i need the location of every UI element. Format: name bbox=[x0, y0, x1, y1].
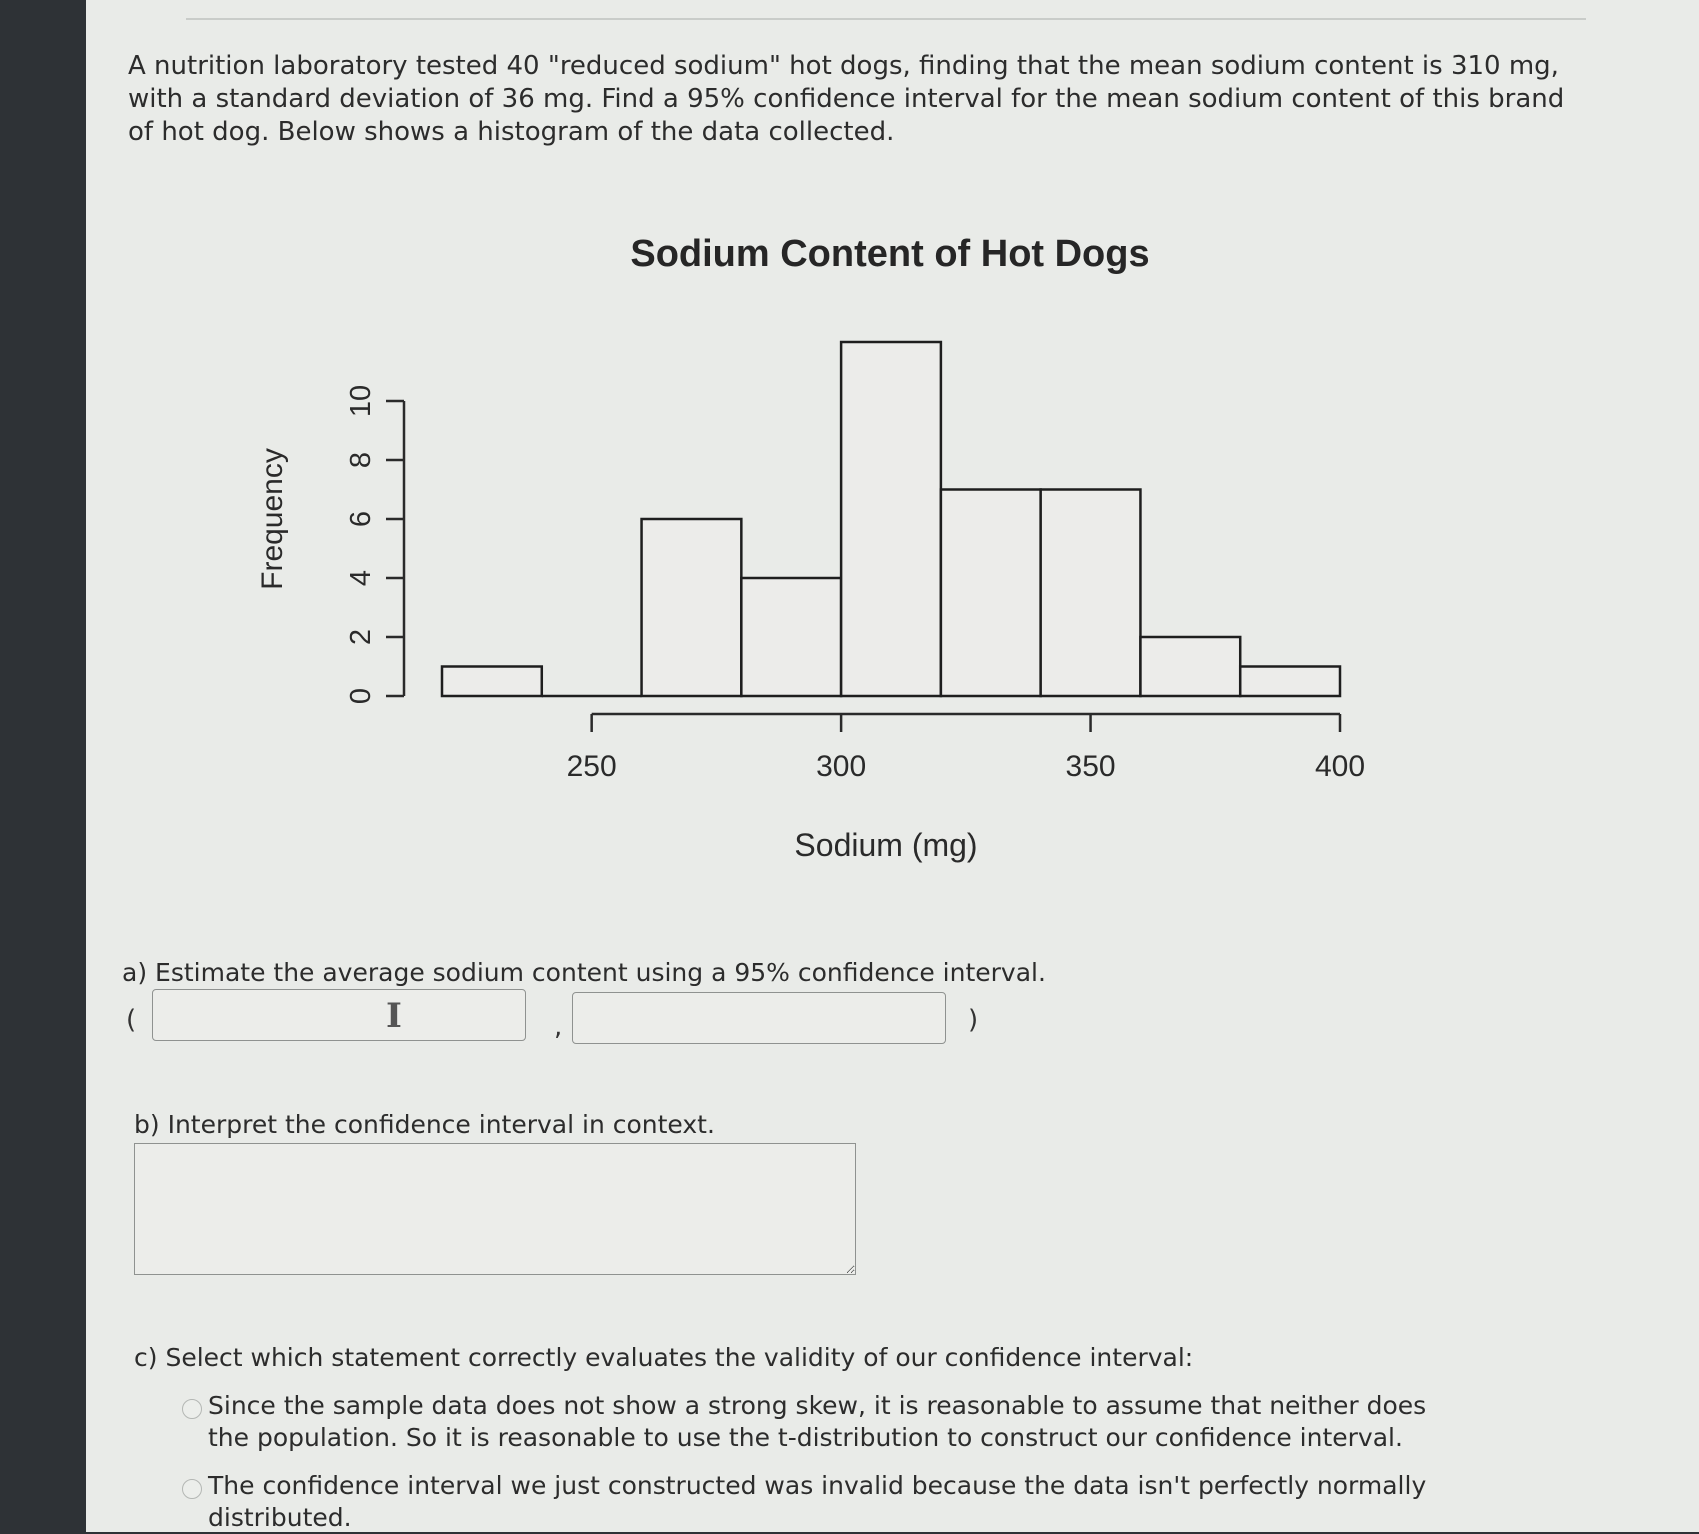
y-tick-label: 2 bbox=[345, 628, 377, 646]
part-b-label: b) Interpret the confidence interval in context. bbox=[134, 1110, 715, 1139]
histogram-bar bbox=[741, 578, 841, 696]
open-paren: ( bbox=[126, 1005, 137, 1035]
upper-bound-input[interactable] bbox=[572, 992, 946, 1044]
question-prompt: A nutrition laboratory tested 40 "reduced sodium" hot dogs, finding that the mean sodium content is 310 mg, with a standard deviation of 36 mg. Find a 95% confidence interval for the mean sodium content of this brand of hot dog. Below shows a histogram of the data collected. bbox=[128, 51, 1565, 147]
x-tick-label: 250 bbox=[566, 750, 617, 783]
x-tick-label: 300 bbox=[816, 750, 867, 783]
option-1-radio[interactable] bbox=[182, 1399, 202, 1419]
histogram-bar bbox=[442, 667, 542, 697]
interval-separator: , bbox=[554, 1012, 563, 1042]
interpretation-textarea[interactable] bbox=[134, 1143, 856, 1275]
option-2-radio[interactable] bbox=[182, 1479, 202, 1499]
histogram-bar bbox=[1240, 667, 1340, 697]
y-tick-label: 10 bbox=[345, 384, 377, 418]
lower-bound-input[interactable] bbox=[152, 989, 526, 1041]
x-tick-label: 350 bbox=[1065, 750, 1116, 783]
histogram-chart bbox=[86, 0, 1699, 900]
option-1-text[interactable]: Since the sample data does not show a strong skew, it is reasonable to assume that neither does the population. So it is reasonable to use the t-distribution to construct our confidence interval. bbox=[208, 1391, 1427, 1452]
y-axis bbox=[345, 385, 404, 704]
chart-title: Sodium Content of Hot Dogs bbox=[630, 233, 1150, 275]
histogram-bar bbox=[1140, 637, 1240, 696]
close-paren: ) bbox=[968, 1005, 979, 1035]
x-axis bbox=[567, 714, 1365, 783]
y-tick-label: 0 bbox=[345, 687, 377, 705]
y-axis-label: Frequency bbox=[256, 448, 289, 590]
y-tick-label: 8 bbox=[345, 451, 377, 469]
histogram-bar bbox=[941, 490, 1041, 697]
part-c-label: c) Select which statement correctly evaluates the validity of our confidence interval: bbox=[134, 1343, 1194, 1372]
histogram-bar bbox=[841, 342, 941, 696]
option-2-text[interactable]: The confidence interval we just constructed was invalid because the data isn't perfectly normally distributed. bbox=[208, 1471, 1427, 1532]
x-tick-label: 400 bbox=[1314, 750, 1366, 783]
y-tick-label: 6 bbox=[345, 510, 377, 528]
histogram-bars bbox=[442, 342, 1340, 696]
part-a-label: a) Estimate the average sodium content using a 95% confidence interval. bbox=[122, 958, 1046, 987]
assignment-page bbox=[86, 0, 1699, 1532]
histogram-bar bbox=[1041, 490, 1141, 697]
text-cursor-icon: I bbox=[386, 996, 402, 1036]
histogram-bar bbox=[642, 519, 742, 696]
y-tick-label: 4 bbox=[345, 569, 377, 587]
x-axis-label: Sodium (mg) bbox=[794, 827, 978, 863]
histogram-svg bbox=[86, 0, 1699, 900]
